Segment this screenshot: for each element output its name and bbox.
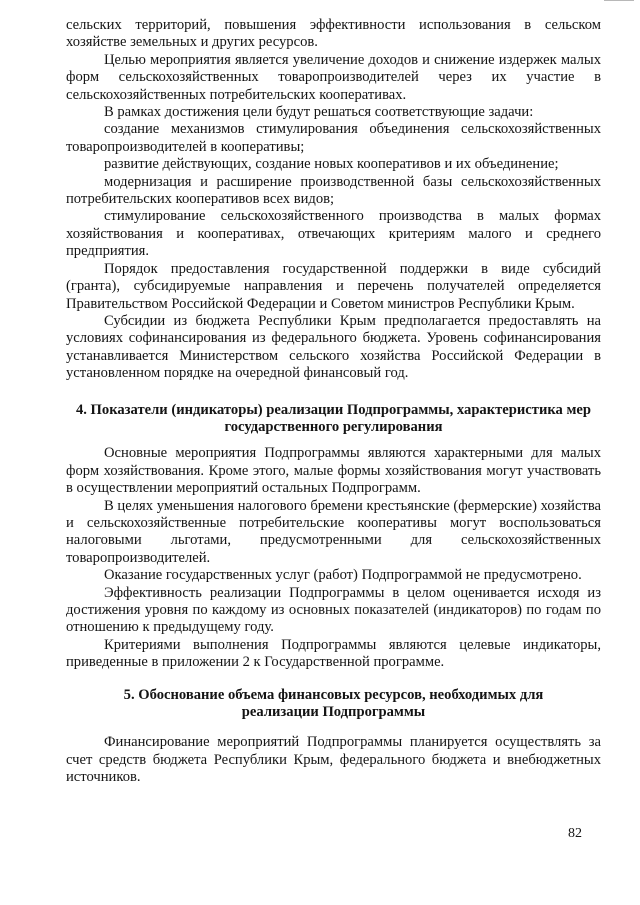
paragraph: Порядок предоставления государственной поддержки в виде субсидий (гранта), субсидируемые направления и перечень получателей определяется Правительством Российской Федерации и Советом министров Республики Крым. bbox=[66, 260, 601, 312]
document-page bbox=[66, 17, 601, 787]
paragraph: сельских территорий, повышения эффективности использования в сельском хозяйстве земельных и других ресурсов. bbox=[66, 17, 601, 51]
paragraph: В целях уменьшения налогового бремени крестьянские (фермерские) хозяйства и сельскохозяйственные потребительские кооперативы могут воспользоваться налоговыми льготами, предусмотренными для сельскохозяйственных товаропроизводителей. bbox=[66, 497, 601, 566]
paragraph: Субсидии из бюджета Республики Крым предполагается предоставлять на условиях софинансирования из федерального бюджета. Уровень софинансирования устанавливается Министерством сельского хозяйства Российской Федерации в установленном порядке на очередной финансовый год. bbox=[66, 312, 601, 382]
paragraph: Критериями выполнения Подпрограммы являются целевые индикаторы, приведенные в приложении 2 к Государственной программе. bbox=[66, 636, 601, 671]
section-5-heading bbox=[66, 687, 601, 722]
scan-edge-line bbox=[604, 0, 634, 1]
paragraph: Основные мероприятия Подпрограммы являются характерными для малых форм хозяйствования. Кроме этого, малые формы хозяйствования могут участвовать в осуществлении мероприятий остальных Подпрограмм. bbox=[66, 445, 601, 497]
paragraph: создание механизмов стимулирования объединения сельскохозяйственных товаропроизводителей в кооперативы; bbox=[66, 121, 601, 155]
paragraph: развитие действующих, создание новых кооперативов и их объединение; bbox=[104, 156, 559, 173]
section-4-heading: 4. Показатели (индикаторы) реализации Подпрограммы, характеристика мер государственного регулирования bbox=[75, 401, 592, 435]
paragraph: Финансирование мероприятий Подпрограммы планируется осуществлять за счет средств бюджета Республики Крым, федерального бюджета и внебюджетных источников. bbox=[66, 734, 601, 786]
section-5-heading-line2: реализации Подпрограммы bbox=[241, 704, 426, 721]
page-number: 82 bbox=[568, 826, 582, 841]
paragraph: модернизация и расширение производственной базы сельскохозяйственных потребительских кооперативов всех видов; bbox=[66, 173, 601, 208]
paragraph: стимулирование сельскохозяйственного производства в малых формах хозяйствования и кооперативах, отвечающих критериям малого и среднего предприятия. bbox=[66, 208, 601, 260]
paragraph: Эффективность реализации Подпрограммы в целом оценивается исходя из достижения уровня по каждому из основных показателей (индикаторов) по годам по отношению к предыдущему году. bbox=[66, 584, 601, 636]
section-5-heading-line1: 5. Обоснование объема финансовых ресурсов, необходимых для bbox=[123, 686, 544, 703]
paragraph: Оказание государственных услуг (работ) Подпрограммой не предусмотрено. bbox=[104, 567, 582, 584]
paragraph: Целью мероприятия является увеличение доходов и снижение издержек малых форм сельскохозяйственных товаропроизводителей через их участие в сельскохозяйственных потребительских кооперативах. bbox=[66, 51, 601, 103]
section-5-body bbox=[66, 734, 601, 786]
paragraph: В рамках достижения цели будут решаться соответствующие задачи: bbox=[104, 104, 534, 121]
top-paragraphs bbox=[66, 17, 601, 383]
section-4-body bbox=[66, 445, 601, 671]
